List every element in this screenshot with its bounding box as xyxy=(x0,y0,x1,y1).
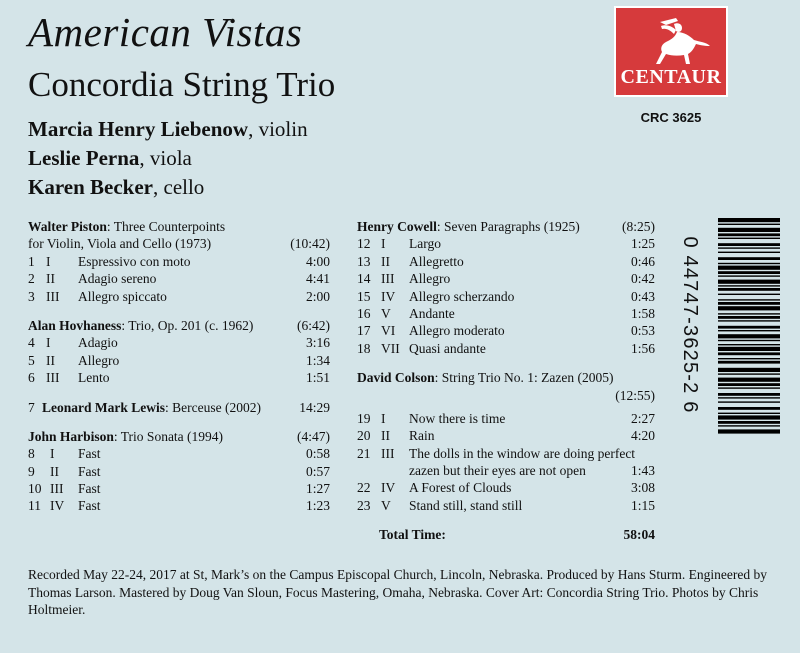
work-duration: (12:55) xyxy=(615,387,655,403)
track-row: 22 IV A Forest of Clouds 3:08 xyxy=(357,480,655,496)
centaur-figure-icon xyxy=(630,12,716,68)
track-row: 18 VII Quasi andante 1:56 xyxy=(357,340,655,356)
barcode-bar xyxy=(718,218,780,222)
track-row: 8 I Fast 0:58 xyxy=(28,446,330,462)
track-group-cowell xyxy=(357,235,655,357)
total-time-value: 58:04 xyxy=(623,527,655,543)
work-duration: (6:42) xyxy=(297,317,330,333)
work-duration-row xyxy=(357,387,655,404)
track-row: 15 IV Allegro scherzando 0:43 xyxy=(357,288,655,304)
performer-list xyxy=(28,115,308,202)
work-duration: (10:42) xyxy=(290,236,330,252)
barcode-bar xyxy=(718,271,780,274)
barcode-bar xyxy=(718,340,780,341)
barcode-bar xyxy=(718,224,780,225)
barcode-bar xyxy=(718,429,780,433)
barcode-bar xyxy=(718,421,780,424)
barcode-bar xyxy=(718,387,780,388)
barcode-bar xyxy=(718,358,780,359)
barcode-bar xyxy=(718,330,780,331)
barcode-bar xyxy=(718,393,780,396)
ensemble-name: Concordia String Trio xyxy=(28,65,336,104)
track-group-hovhaness xyxy=(28,334,330,386)
track-row-lewis: 7 Leonard Mark Lewis: Berceuse (2002) 14:29 xyxy=(28,399,330,415)
barcode-bar xyxy=(718,252,780,253)
work-heading-colson: David Colson: String Trio No. 1: Zazen (2005) xyxy=(357,370,614,386)
track-row: 14 III Allegro 0:42 xyxy=(357,271,655,287)
track-row: 10 III Fast 1:27 xyxy=(28,481,330,497)
work-duration: (8:25) xyxy=(622,219,655,234)
barcode-bar xyxy=(718,415,780,419)
barcode-bar xyxy=(718,299,780,300)
barcode-bar xyxy=(718,378,780,382)
work-heading-hovhaness: Alan Hovhaness: Trio, Op. 201 (c. 1962) (6:42) xyxy=(28,317,330,333)
barcode xyxy=(678,214,782,438)
barcode-bar xyxy=(718,275,780,276)
track-row: 19 I Now there is time 2:27 xyxy=(357,410,655,426)
track-row: 17 VI Allegro moderato 0:53 xyxy=(357,323,655,339)
track-row: 1 I Espressivo con moto 4:00 xyxy=(28,253,330,269)
barcode-bar xyxy=(718,247,780,248)
barcode-bar xyxy=(718,257,780,260)
barcode-bar xyxy=(718,397,780,398)
barcode-bar xyxy=(718,407,780,410)
work-duration: (4:47) xyxy=(297,428,330,444)
track-row: 5 II Allegro 1:34 xyxy=(28,352,330,368)
album-title: American Vistas xyxy=(28,9,303,55)
performer-cello: Karen Becker, cello xyxy=(28,175,205,199)
recording-credits: Recorded May 22-24, 2017 at St, Mark’s on the Campus Episcopal Church, Lincoln, Nebraska. Produced by Hans Sturm. Engineered by Thomas Larson. Mastered by Doug Van Sloun, Focus Mastering, Omaha, Nebraska. Cover Art: Concordia String Trio. Photos by Chris Holtmeier. xyxy=(28,567,767,617)
performer-violin: Marcia Henry Liebenow, violin xyxy=(28,117,308,141)
barcode-bar xyxy=(718,288,780,291)
track-row: 23 V Stand still, stand still 1:15 xyxy=(357,497,655,513)
barcode-bar xyxy=(718,383,780,386)
work-heading-piston-cont: for Violin, Viola and Cello (1973) (10:42) xyxy=(28,236,330,252)
tracklist-left-column xyxy=(28,218,330,515)
barcode-bar xyxy=(718,306,780,310)
total-time-row xyxy=(357,526,655,543)
barcode-digits: 0 44747-3625-2 6 xyxy=(679,236,701,414)
barcode-bar xyxy=(718,266,780,270)
track-row: 9 II Fast 0:57 xyxy=(28,463,330,479)
track-row: 6 III Lento 1:51 xyxy=(28,370,330,386)
barcode-bar xyxy=(718,413,780,414)
barcode-bar xyxy=(718,361,780,364)
barcode-bar xyxy=(718,294,780,295)
barcode-bar xyxy=(718,347,780,351)
tracklist-right-column xyxy=(357,218,655,544)
track-row: 2 II Adagio sereno 4:41 xyxy=(28,271,330,287)
barcode-bar xyxy=(718,263,780,264)
work-heading-cowell: Henry Cowell: Seven Paragraphs (1925) (8:25) xyxy=(357,219,655,234)
barcode-bar xyxy=(718,233,780,236)
barcode-bar xyxy=(718,334,780,338)
catalog-number: CRC 3625 xyxy=(640,110,702,125)
work-heading-harbison: John Harbison: Trio Sonata (1994) (4:47) xyxy=(28,428,330,444)
barcode-bar xyxy=(718,320,780,321)
track-row: 21 III The dolls in the window are doing perfect xyxy=(357,445,636,461)
track-row: 16 V Andante 1:58 xyxy=(357,305,655,321)
barcode-bar xyxy=(718,285,780,286)
track-row: 3 III Allegro spiccato 2:00 xyxy=(28,288,330,304)
barcode-bar xyxy=(718,302,780,305)
barcode-bar xyxy=(718,316,780,319)
logo-wordmark: CENTAUR xyxy=(620,66,722,88)
work-heading-piston: Walter Piston: Three Counterpoints xyxy=(28,219,226,234)
barcode-bar xyxy=(718,243,780,246)
barcode-bar xyxy=(718,280,780,284)
barcode-bar xyxy=(718,313,780,314)
centaur-logo xyxy=(614,6,728,97)
performer-viola: Leslie Perna, viola xyxy=(28,146,192,170)
barcode-bar xyxy=(718,352,780,355)
barcode-bar xyxy=(718,401,780,402)
track-row: 4 I Adagio 3:16 xyxy=(28,335,330,351)
barcode-bar xyxy=(718,238,780,239)
barcode-bar xyxy=(718,425,780,426)
track-row: 11 IV Fast 1:23 xyxy=(28,498,330,514)
track-group-piston xyxy=(28,253,330,305)
track-group-colson xyxy=(357,410,655,514)
track-row: 12 I Largo 1:25 xyxy=(357,236,655,252)
barcode-bar xyxy=(718,373,780,374)
barcode-bar xyxy=(718,228,780,232)
track-row: 13 II Allegretto 0:46 xyxy=(357,253,655,269)
total-time-label: Total Time: xyxy=(379,527,446,543)
track-row: zazen but their eyes are not open 1:43 xyxy=(409,463,655,479)
barcode-bar xyxy=(718,368,780,372)
track-group-harbison xyxy=(28,445,330,515)
track-row: 20 II Rain 4:20 xyxy=(357,428,655,444)
barcode-bar xyxy=(718,326,780,329)
barcode-bar xyxy=(718,344,780,345)
